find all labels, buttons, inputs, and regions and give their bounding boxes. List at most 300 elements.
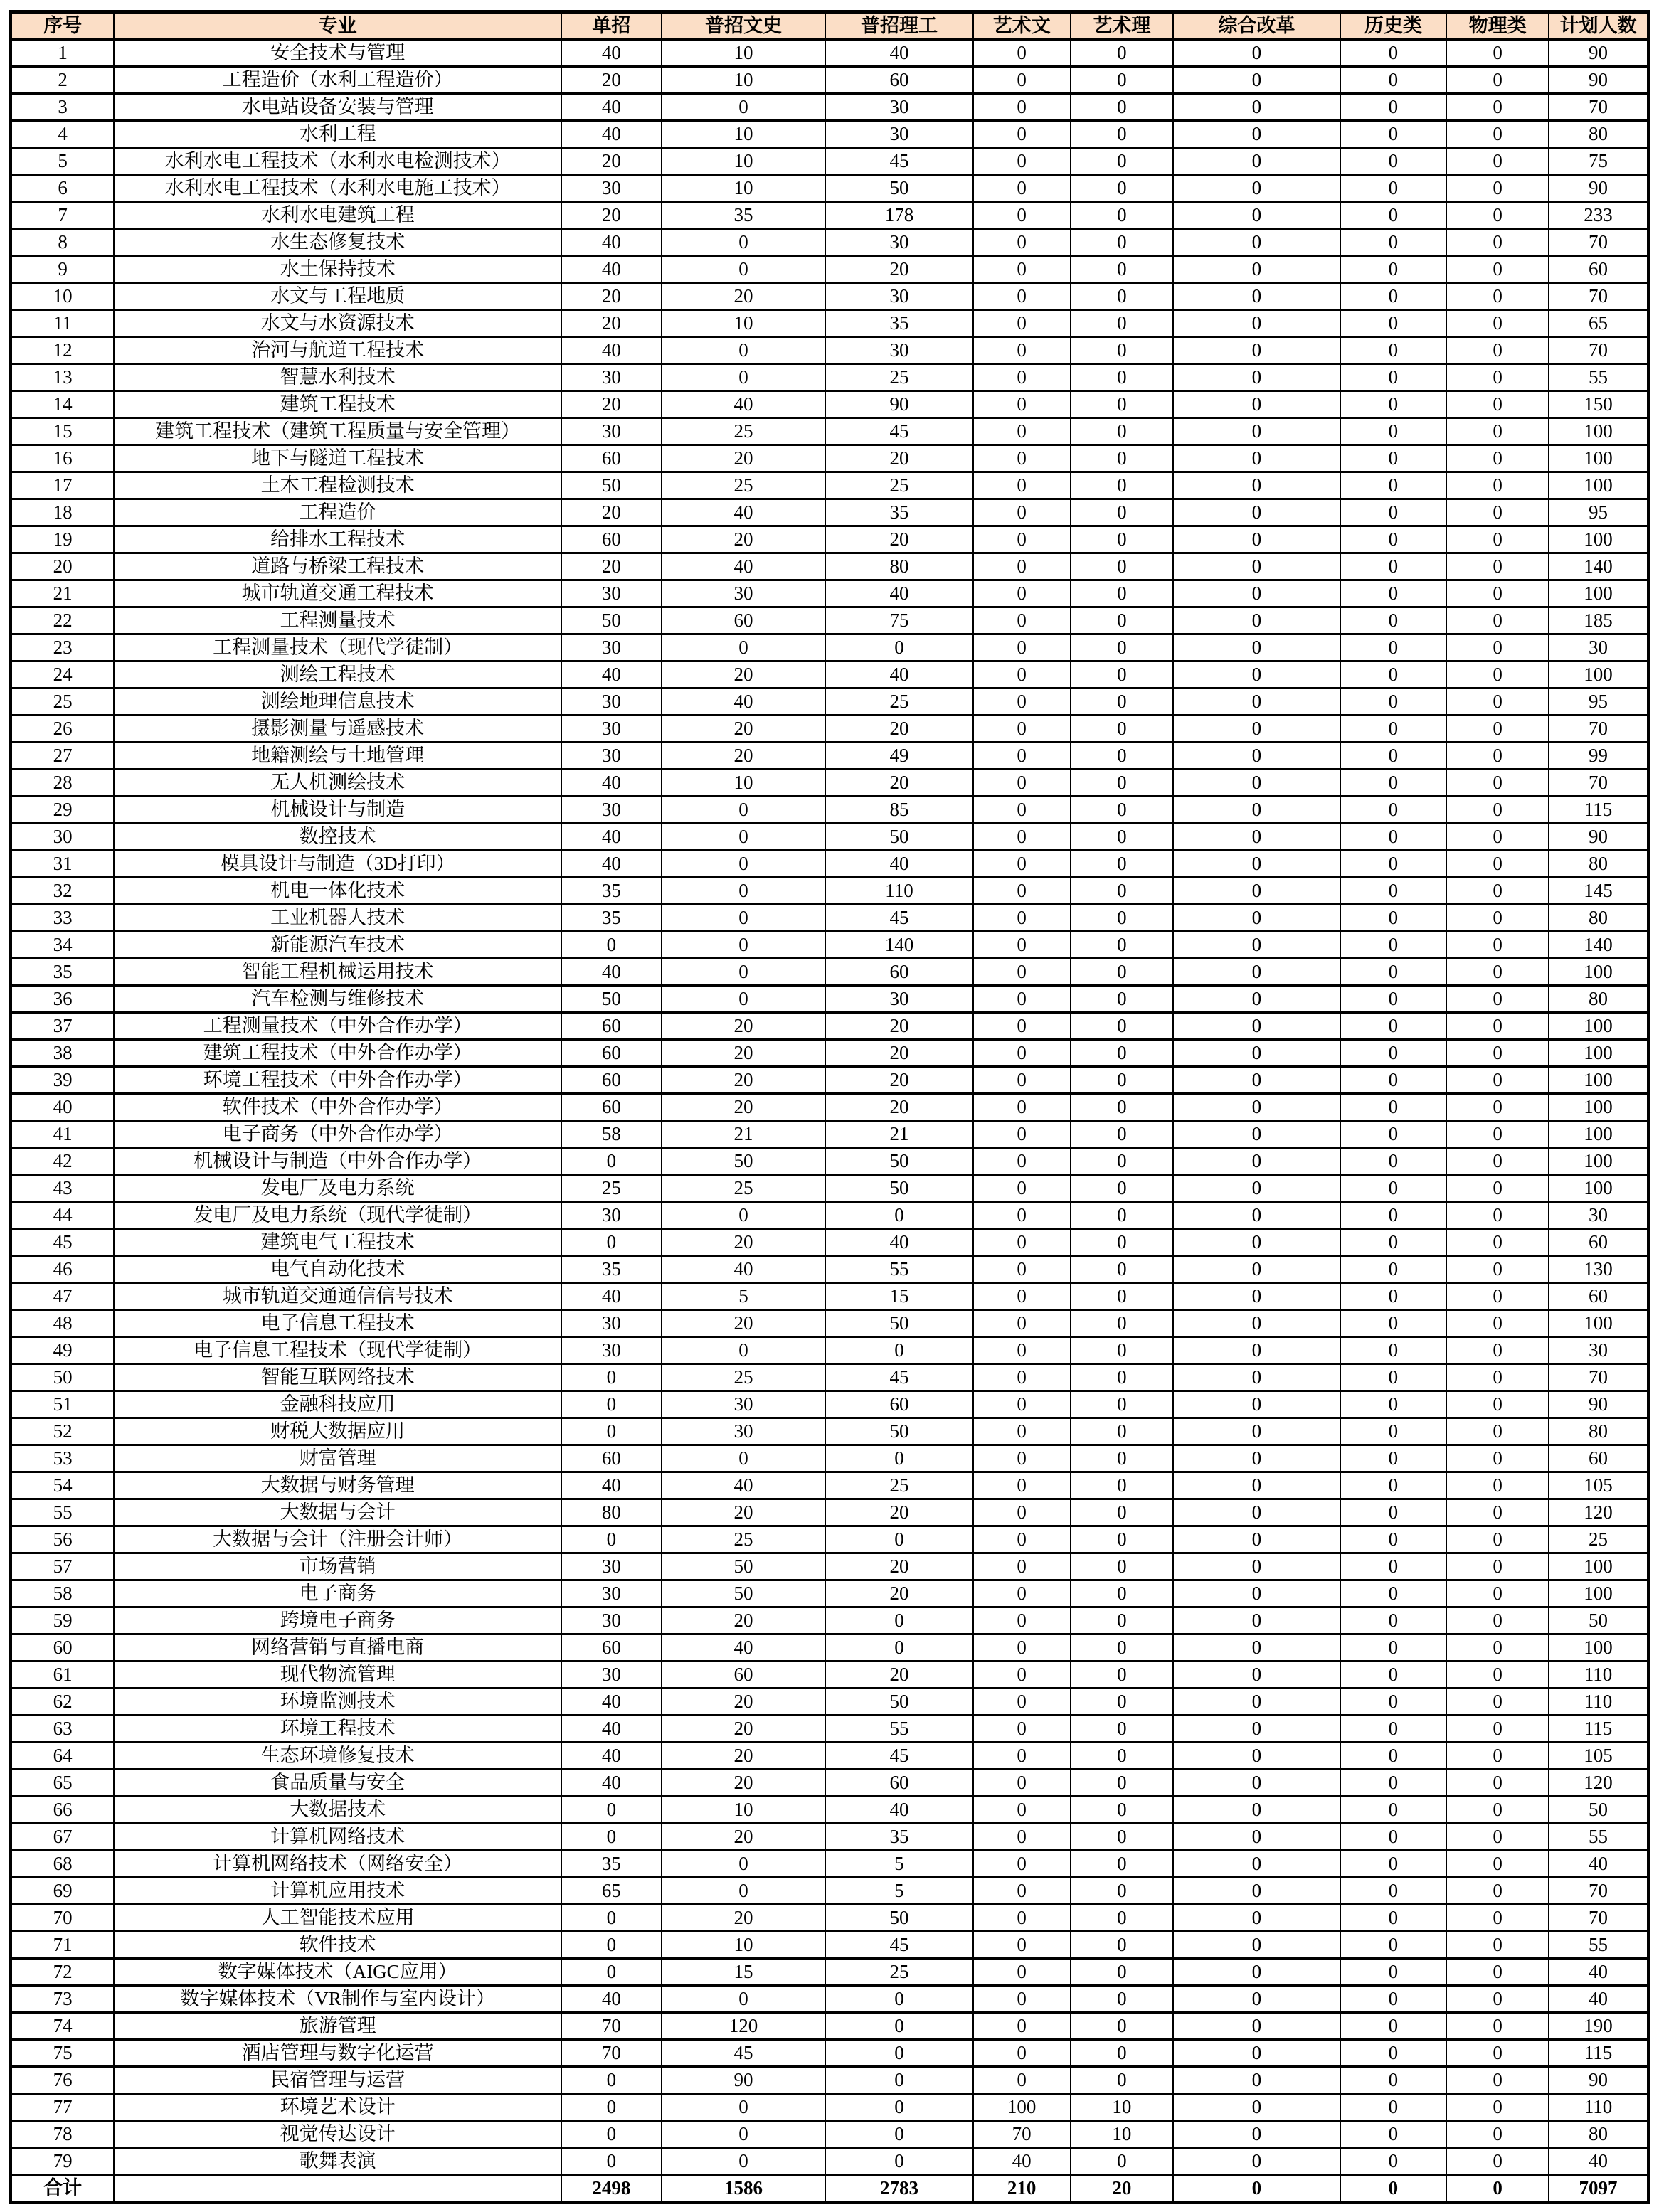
- art-science-cell: 0: [1071, 607, 1174, 634]
- physics-class-cell: 0: [1446, 364, 1549, 391]
- serial-number-cell: 37: [11, 1013, 115, 1040]
- art-liberal-cell: 0: [973, 986, 1071, 1013]
- art-science-cell: 0: [1071, 472, 1174, 499]
- single-recruitment-cell: 30: [561, 418, 662, 445]
- planned-count-cell: 95: [1549, 688, 1649, 716]
- single-recruitment-cell: 35: [561, 905, 662, 932]
- serial-number-cell: 48: [11, 1310, 115, 1337]
- general-liberal-arts-cell: 10: [662, 148, 826, 175]
- single-recruitment-cell: 30: [561, 175, 662, 202]
- serial-number-cell: 73: [11, 1986, 115, 2013]
- history-class-cell: 0: [1340, 797, 1447, 824]
- serial-number-cell: 63: [11, 1716, 115, 1743]
- planned-count-cell: 80: [1549, 986, 1649, 1013]
- general-science-cell: 45: [825, 1743, 973, 1770]
- general-science-cell: 30: [825, 229, 973, 256]
- planned-count-cell: 115: [1549, 1716, 1649, 1743]
- physics-class-cell: 0: [1446, 1661, 1549, 1689]
- general-science-cell: 5: [825, 1878, 973, 1905]
- physics-class-cell: 0: [1446, 1121, 1549, 1148]
- table-row: [11, 661, 1649, 688]
- total-major-empty-cell: [114, 2175, 561, 2203]
- single-recruitment-cell: 30: [561, 364, 662, 391]
- serial-number-cell: 56: [11, 1526, 115, 1553]
- major-name-cell: 水文与工程地质: [114, 283, 561, 310]
- art-liberal-cell: 0: [973, 364, 1071, 391]
- history-class-cell: 0: [1340, 1797, 1447, 1824]
- general-liberal-arts-cell: 20: [662, 1040, 826, 1067]
- art-science-cell: 0: [1071, 1148, 1174, 1175]
- comprehensive-reform-cell: 0: [1173, 580, 1340, 607]
- art-science-cell: 0: [1071, 1013, 1174, 1040]
- single-recruitment-cell: 30: [561, 634, 662, 661]
- single-recruitment-cell: 20: [561, 553, 662, 580]
- major-name-cell: 摄影测量与遥感技术: [114, 716, 561, 743]
- general-liberal-arts-cell: 20: [662, 1770, 826, 1797]
- serial-number-cell: 36: [11, 986, 115, 1013]
- single-recruitment-cell: 0: [561, 1526, 662, 1553]
- history-class-cell: 0: [1340, 661, 1447, 688]
- serial-number-cell: 60: [11, 1634, 115, 1661]
- planned-count-cell: 60: [1549, 1445, 1649, 1472]
- physics-class-cell: 0: [1446, 1310, 1549, 1337]
- enrollment-plan-table: [9, 10, 1650, 2204]
- major-name-cell: 食品质量与安全: [114, 1770, 561, 1797]
- art-liberal-cell: 0: [973, 2040, 1071, 2067]
- general-science-cell: 40: [825, 1229, 973, 1256]
- art-liberal-cell: 0: [973, 1445, 1071, 1472]
- planned-count-cell: 100: [1549, 526, 1649, 553]
- serial-number-cell: 65: [11, 1770, 115, 1797]
- table-row: [11, 2121, 1649, 2148]
- general-science-cell: 40: [825, 1797, 973, 1824]
- single-recruitment-cell: 20: [561, 391, 662, 418]
- general-science-cell: 55: [825, 1256, 973, 1283]
- general-liberal-arts-cell: 0: [662, 2121, 826, 2148]
- comprehensive-reform-cell: 0: [1173, 1229, 1340, 1256]
- single-recruitment-cell: 0: [561, 1797, 662, 1824]
- general-liberal-arts-cell: 40: [662, 553, 826, 580]
- art-science-cell: 0: [1071, 688, 1174, 716]
- serial-number-cell: 41: [11, 1121, 115, 1148]
- table-row: [11, 1824, 1649, 1851]
- comprehensive-reform-cell: 0: [1173, 1148, 1340, 1175]
- comprehensive-reform-cell: 0: [1173, 1391, 1340, 1418]
- header-art-science: 艺术理: [1071, 12, 1174, 40]
- general-liberal-arts-cell: 0: [662, 1851, 826, 1878]
- table-row: [11, 499, 1649, 526]
- general-science-cell: 20: [825, 1094, 973, 1121]
- art-science-cell: 0: [1071, 1634, 1174, 1661]
- general-science-cell: 45: [825, 148, 973, 175]
- general-science-cell: 0: [825, 2121, 973, 2148]
- planned-count-cell: 70: [1549, 770, 1649, 797]
- art-science-cell: 0: [1071, 1067, 1174, 1094]
- art-science-cell: 0: [1071, 797, 1174, 824]
- comprehensive-reform-cell: 0: [1173, 1013, 1340, 1040]
- planned-count-cell: 90: [1549, 40, 1649, 67]
- comprehensive-reform-cell: 0: [1173, 716, 1340, 743]
- single-recruitment-cell: 0: [561, 1391, 662, 1418]
- art-science-cell: 0: [1071, 499, 1174, 526]
- art-liberal-cell: 0: [973, 661, 1071, 688]
- general-liberal-arts-cell: 0: [662, 1445, 826, 1472]
- serial-number-cell: 24: [11, 661, 115, 688]
- table-row: [11, 1094, 1649, 1121]
- table-row: [11, 770, 1649, 797]
- art-science-cell: 0: [1071, 121, 1174, 148]
- major-name-cell: 电气自动化技术: [114, 1256, 561, 1283]
- comprehensive-reform-cell: 0: [1173, 121, 1340, 148]
- general-science-cell: 0: [825, 1607, 973, 1634]
- physics-class-cell: 0: [1446, 1418, 1549, 1445]
- header-history-class: 历史类: [1340, 12, 1447, 40]
- art-science-cell: 0: [1071, 445, 1174, 472]
- major-name-cell: 软件技术（中外合作办学）: [114, 1094, 561, 1121]
- art-liberal-cell: 0: [973, 1932, 1071, 1959]
- single-recruitment-cell: 30: [561, 1337, 662, 1364]
- planned-count-cell: 60: [1549, 1283, 1649, 1310]
- art-science-cell: 0: [1071, 1986, 1174, 2013]
- single-recruitment-cell: 30: [561, 1607, 662, 1634]
- major-name-cell: 测绘工程技术: [114, 661, 561, 688]
- art-liberal-cell: 0: [973, 1553, 1071, 1580]
- planned-count-cell: 80: [1549, 851, 1649, 878]
- serial-number-cell: 42: [11, 1148, 115, 1175]
- single-recruitment-cell: 60: [561, 1634, 662, 1661]
- art-liberal-cell: 0: [973, 716, 1071, 743]
- general-science-cell: 20: [825, 526, 973, 553]
- art-science-cell: 0: [1071, 337, 1174, 364]
- comprehensive-reform-cell: 0: [1173, 634, 1340, 661]
- table-row: [11, 256, 1649, 283]
- single-recruitment-cell: 30: [561, 688, 662, 716]
- comprehensive-reform-cell: 0: [1173, 1418, 1340, 1445]
- art-liberal-cell: 0: [973, 1634, 1071, 1661]
- physics-class-cell: 0: [1446, 2094, 1549, 2121]
- table-row: [11, 418, 1649, 445]
- major-name-cell: 环境艺术设计: [114, 2094, 561, 2121]
- table-row: [11, 2013, 1649, 2040]
- major-name-cell: 电子商务: [114, 1580, 561, 1607]
- physics-class-cell: 0: [1446, 2040, 1549, 2067]
- history-class-cell: 0: [1340, 1148, 1447, 1175]
- planned-count-cell: 105: [1549, 1472, 1649, 1499]
- art-science-cell: 0: [1071, 2148, 1174, 2175]
- planned-count-cell: 140: [1549, 932, 1649, 959]
- physics-class-cell: 0: [1446, 851, 1549, 878]
- single-recruitment-cell: 70: [561, 2040, 662, 2067]
- table-row: [11, 337, 1649, 364]
- planned-count-cell: 80: [1549, 2121, 1649, 2148]
- serial-number-cell: 6: [11, 175, 115, 202]
- general-science-cell: 60: [825, 1770, 973, 1797]
- art-science-cell: 0: [1071, 283, 1174, 310]
- major-name-cell: 数字媒体技术（VR制作与室内设计）: [114, 1986, 561, 2013]
- single-recruitment-cell: 20: [561, 310, 662, 337]
- single-recruitment-cell: 20: [561, 283, 662, 310]
- single-recruitment-cell: 50: [561, 607, 662, 634]
- general-liberal-arts-cell: 0: [662, 229, 826, 256]
- art-liberal-cell: 0: [973, 1094, 1071, 1121]
- art-liberal-cell: 0: [973, 905, 1071, 932]
- general-liberal-arts-cell: 0: [662, 1202, 826, 1229]
- comprehensive-reform-cell: 0: [1173, 1256, 1340, 1283]
- serial-number-cell: 50: [11, 1364, 115, 1391]
- comprehensive-reform-cell: 0: [1173, 688, 1340, 716]
- comprehensive-reform-cell: 0: [1173, 1202, 1340, 1229]
- major-name-cell: 大数据与会计: [114, 1499, 561, 1526]
- art-liberal-cell: 0: [973, 1175, 1071, 1202]
- serial-number-cell: 54: [11, 1472, 115, 1499]
- comprehensive-reform-cell: 0: [1173, 1878, 1340, 1905]
- history-class-cell: 0: [1340, 1067, 1447, 1094]
- general-liberal-arts-cell: 20: [662, 1067, 826, 1094]
- single-recruitment-cell: 60: [561, 1013, 662, 1040]
- physics-class-cell: 0: [1446, 1553, 1549, 1580]
- history-class-cell: 0: [1340, 1337, 1447, 1364]
- comprehensive-reform-cell: 0: [1173, 1689, 1340, 1716]
- history-class-cell: 0: [1340, 1013, 1447, 1040]
- general-liberal-arts-cell: 25: [662, 472, 826, 499]
- general-science-cell: 20: [825, 770, 973, 797]
- art-science-cell: 0: [1071, 1905, 1174, 1932]
- history-class-cell: 0: [1340, 905, 1447, 932]
- art-science-cell: 10: [1071, 2121, 1174, 2148]
- serial-number-cell: 8: [11, 229, 115, 256]
- art-science-cell: 0: [1071, 1932, 1174, 1959]
- planned-count-cell: 60: [1549, 256, 1649, 283]
- general-liberal-arts-cell: 0: [662, 256, 826, 283]
- general-liberal-arts-cell: 90: [662, 2067, 826, 2094]
- table-row: [11, 229, 1649, 256]
- art-liberal-cell: 0: [973, 499, 1071, 526]
- history-class-cell: 0: [1340, 310, 1447, 337]
- total-single-recruitment: 2498: [561, 2175, 662, 2203]
- art-science-cell: 0: [1071, 1851, 1174, 1878]
- table-row: [11, 2040, 1649, 2067]
- planned-count-cell: 185: [1549, 607, 1649, 634]
- serial-number-cell: 49: [11, 1337, 115, 1364]
- major-name-cell: 计算机应用技术: [114, 1878, 561, 1905]
- art-science-cell: 0: [1071, 1797, 1174, 1824]
- single-recruitment-cell: 30: [561, 1310, 662, 1337]
- history-class-cell: 0: [1340, 40, 1447, 67]
- total-physics-class: 0: [1446, 2175, 1549, 2203]
- table-row: [11, 1878, 1649, 1905]
- art-liberal-cell: 0: [973, 553, 1071, 580]
- serial-number-cell: 3: [11, 94, 115, 121]
- planned-count-cell: 100: [1549, 1634, 1649, 1661]
- serial-number-cell: 30: [11, 824, 115, 851]
- serial-number-cell: 26: [11, 716, 115, 743]
- general-liberal-arts-cell: 20: [662, 1905, 826, 1932]
- physics-class-cell: 0: [1446, 986, 1549, 1013]
- history-class-cell: 0: [1340, 1878, 1447, 1905]
- physics-class-cell: 0: [1446, 1716, 1549, 1743]
- physics-class-cell: 0: [1446, 716, 1549, 743]
- single-recruitment-cell: 30: [561, 1553, 662, 1580]
- history-class-cell: 0: [1340, 580, 1447, 607]
- single-recruitment-cell: 30: [561, 1580, 662, 1607]
- major-name-cell: 汽车检测与维修技术: [114, 986, 561, 1013]
- table-row: [11, 1175, 1649, 1202]
- art-science-cell: 0: [1071, 175, 1174, 202]
- general-liberal-arts-cell: 25: [662, 1175, 826, 1202]
- art-science-cell: 0: [1071, 905, 1174, 932]
- general-science-cell: 5: [825, 1851, 973, 1878]
- comprehensive-reform-cell: 0: [1173, 1959, 1340, 1986]
- physics-class-cell: 0: [1446, 175, 1549, 202]
- general-liberal-arts-cell: 20: [662, 1689, 826, 1716]
- major-name-cell: 建筑工程技术: [114, 391, 561, 418]
- history-class-cell: 0: [1340, 499, 1447, 526]
- table-row: [11, 1229, 1649, 1256]
- planned-count-cell: 75: [1549, 148, 1649, 175]
- comprehensive-reform-cell: 0: [1173, 607, 1340, 634]
- single-recruitment-cell: 20: [561, 67, 662, 94]
- major-name-cell: 智能互联网络技术: [114, 1364, 561, 1391]
- general-liberal-arts-cell: 15: [662, 1959, 826, 1986]
- major-name-cell: 道路与桥梁工程技术: [114, 553, 561, 580]
- general-science-cell: 50: [825, 1689, 973, 1716]
- major-name-cell: 工程测量技术（中外合作办学）: [114, 1013, 561, 1040]
- single-recruitment-cell: 30: [561, 743, 662, 770]
- physics-class-cell: 0: [1446, 824, 1549, 851]
- general-science-cell: 0: [825, 2013, 973, 2040]
- art-liberal-cell: 0: [973, 1013, 1071, 1040]
- major-name-cell: 机电一体化技术: [114, 878, 561, 905]
- art-science-cell: 0: [1071, 1499, 1174, 1526]
- header-general-science: 普招理工: [825, 12, 973, 40]
- planned-count-cell: 90: [1549, 67, 1649, 94]
- art-science-cell: 0: [1071, 878, 1174, 905]
- single-recruitment-cell: 0: [561, 2094, 662, 2121]
- single-recruitment-cell: 60: [561, 1040, 662, 1067]
- general-liberal-arts-cell: 30: [662, 580, 826, 607]
- table-row: [11, 1202, 1649, 1229]
- physics-class-cell: 0: [1446, 1959, 1549, 1986]
- major-name-cell: 机械设计与制造（中外合作办学）: [114, 1148, 561, 1175]
- table-row: [11, 607, 1649, 634]
- art-science-cell: 0: [1071, 634, 1174, 661]
- history-class-cell: 0: [1340, 1905, 1447, 1932]
- single-recruitment-cell: 30: [561, 716, 662, 743]
- physics-class-cell: 0: [1446, 1256, 1549, 1283]
- art-science-cell: 0: [1071, 1553, 1174, 1580]
- art-liberal-cell: 0: [973, 634, 1071, 661]
- planned-count-cell: 70: [1549, 1364, 1649, 1391]
- physics-class-cell: 0: [1446, 526, 1549, 553]
- general-liberal-arts-cell: 0: [662, 2148, 826, 2175]
- general-liberal-arts-cell: 10: [662, 1932, 826, 1959]
- art-liberal-cell: 0: [973, 688, 1071, 716]
- serial-number-cell: 34: [11, 932, 115, 959]
- general-liberal-arts-cell: 45: [662, 2040, 826, 2067]
- major-name-cell: 视觉传达设计: [114, 2121, 561, 2148]
- history-class-cell: 0: [1340, 1121, 1447, 1148]
- art-science-cell: 0: [1071, 256, 1174, 283]
- comprehensive-reform-cell: 0: [1173, 1716, 1340, 1743]
- table-row: [11, 391, 1649, 418]
- history-class-cell: 0: [1340, 1202, 1447, 1229]
- general-liberal-arts-cell: 20: [662, 716, 826, 743]
- history-class-cell: 0: [1340, 148, 1447, 175]
- single-recruitment-cell: 40: [561, 1743, 662, 1770]
- comprehensive-reform-cell: 0: [1173, 148, 1340, 175]
- serial-number-cell: 2: [11, 67, 115, 94]
- major-name-cell: 大数据与会计（注册会计师）: [114, 1526, 561, 1553]
- art-liberal-cell: 0: [973, 175, 1071, 202]
- physics-class-cell: 0: [1446, 770, 1549, 797]
- art-liberal-cell: 0: [973, 2013, 1071, 2040]
- single-recruitment-cell: 40: [561, 959, 662, 986]
- general-science-cell: 40: [825, 580, 973, 607]
- single-recruitment-cell: 0: [561, 1229, 662, 1256]
- serial-number-cell: 78: [11, 2121, 115, 2148]
- table-row: [11, 94, 1649, 121]
- general-science-cell: 60: [825, 67, 973, 94]
- general-science-cell: 75: [825, 607, 973, 634]
- general-science-cell: 25: [825, 1959, 973, 1986]
- art-liberal-cell: 0: [973, 878, 1071, 905]
- serial-number-cell: 12: [11, 337, 115, 364]
- major-name-cell: 工程造价（水利工程造价）: [114, 67, 561, 94]
- art-science-cell: 0: [1071, 67, 1174, 94]
- single-recruitment-cell: 40: [561, 661, 662, 688]
- comprehensive-reform-cell: 0: [1173, 337, 1340, 364]
- table-row: [11, 472, 1649, 499]
- major-name-cell: 电子信息工程技术（现代学徒制）: [114, 1337, 561, 1364]
- serial-number-cell: 29: [11, 797, 115, 824]
- table-row: [11, 1607, 1649, 1634]
- history-class-cell: 0: [1340, 1040, 1447, 1067]
- general-liberal-arts-cell: 120: [662, 2013, 826, 2040]
- general-science-cell: 50: [825, 175, 973, 202]
- general-science-cell: 0: [825, 2067, 973, 2094]
- general-science-cell: 90: [825, 391, 973, 418]
- major-name-cell: 无人机测绘技术: [114, 770, 561, 797]
- major-name-cell: 水利水电工程技术（水利水电检测技术）: [114, 148, 561, 175]
- general-science-cell: 45: [825, 905, 973, 932]
- planned-count-cell: 100: [1549, 1580, 1649, 1607]
- comprehensive-reform-cell: 0: [1173, 770, 1340, 797]
- general-science-cell: 49: [825, 743, 973, 770]
- physics-class-cell: 0: [1446, 1905, 1549, 1932]
- general-liberal-arts-cell: 0: [662, 364, 826, 391]
- table-footer: [11, 2175, 1649, 2203]
- table-row: [11, 1743, 1649, 1770]
- comprehensive-reform-cell: 0: [1173, 1040, 1340, 1067]
- major-name-cell: 测绘地理信息技术: [114, 688, 561, 716]
- physics-class-cell: 0: [1446, 1851, 1549, 1878]
- art-science-cell: 0: [1071, 1607, 1174, 1634]
- physics-class-cell: 0: [1446, 1770, 1549, 1797]
- table-row: [11, 553, 1649, 580]
- art-liberal-cell: 0: [973, 229, 1071, 256]
- major-name-cell: 旅游管理: [114, 2013, 561, 2040]
- single-recruitment-cell: 0: [561, 1148, 662, 1175]
- general-science-cell: 0: [825, 1986, 973, 2013]
- art-science-cell: 0: [1071, 1418, 1174, 1445]
- art-liberal-cell: 0: [973, 1824, 1071, 1851]
- serial-number-cell: 76: [11, 2067, 115, 2094]
- physics-class-cell: 0: [1446, 283, 1549, 310]
- art-liberal-cell: 0: [973, 310, 1071, 337]
- art-science-cell: 0: [1071, 364, 1174, 391]
- table-row: [11, 1364, 1649, 1391]
- major-name-cell: 工程测量技术: [114, 607, 561, 634]
